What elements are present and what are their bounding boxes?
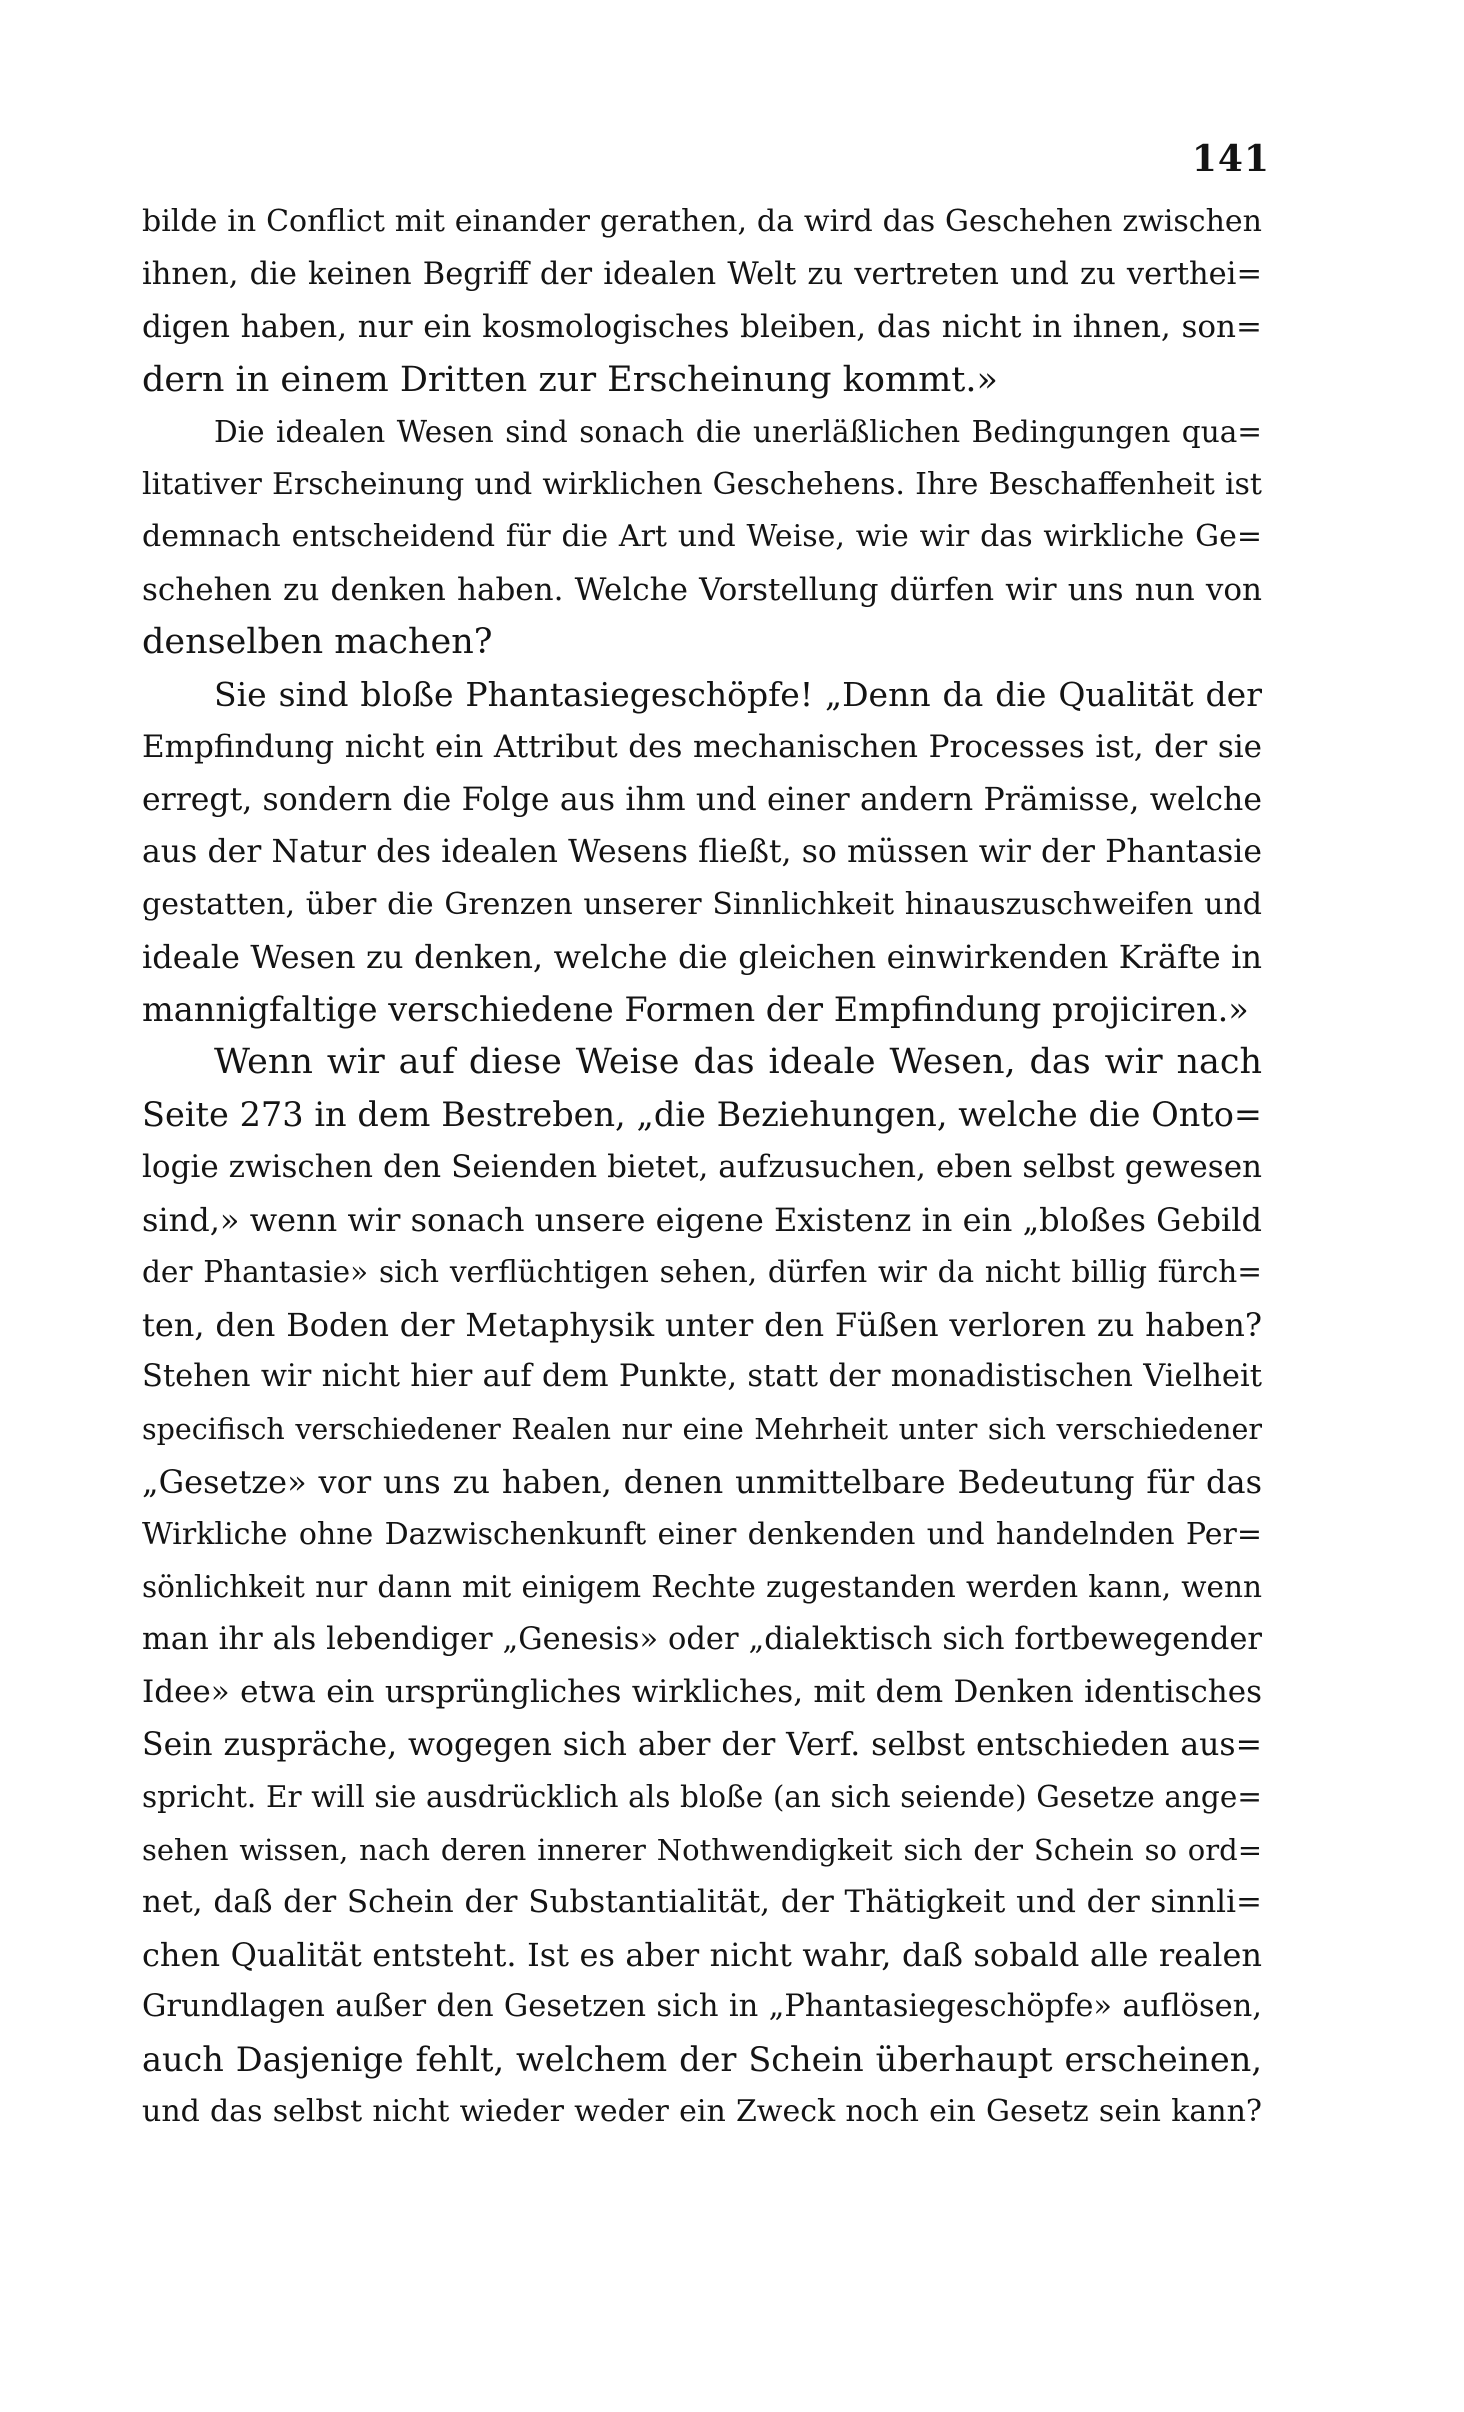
text-line: der Phantasie» sich verflüchtigen sehen, dürfen wir da nicht billig fürch= (142, 1255, 1262, 1289)
text-line: ideale Wesen zu denken, welche die gleichen einwirkenden Kräfte in (142, 938, 1262, 976)
text-line: bilde in Conflict mit einander gerathen, da wird das Geschehen zwischen (142, 204, 1262, 239)
text-line: man ihr als lebendiger „Genesis» oder „dialektisch sich fortbewegender (142, 1621, 1262, 1657)
text-line: digen haben, nur ein kosmologisches bleiben, das nicht in ihnen, son= (142, 309, 1262, 345)
text-line: specifisch verschiedener Realen nur eine Mehrheit unter sich verschiedener (142, 1412, 1262, 1446)
text-line: denselben machen? (142, 622, 493, 662)
text-line: sönlichkeit nur dann mit einigem Rechte zugestanden werden kann, wenn (142, 1570, 1262, 1604)
text-line: aus der Natur des idealen Wesens fließt, so müssen wir der Phantasie (142, 834, 1262, 870)
text-line: Sie sind bloße Phantasiegeschöpfe! „Denn da die Qualität der (214, 674, 1262, 714)
text-line: gestatten, über die Grenzen unserer Sinnlichkeit hinauszuschweifen und (142, 886, 1262, 922)
text-line: erregt, sondern die Folge aus ihm und einer andern Prämisse, welche (142, 781, 1262, 818)
text-line: sind,» wenn wir sonach unsere eigene Existenz in ein „bloßes Gebild (142, 1200, 1262, 1239)
text-line: spricht. Er will sie ausdrücklich als bloße (an sich seiende) Gesetze ange= (142, 1780, 1262, 1814)
text-line: ihnen, die keinen Begriff der idealen Welt zu vertreten und zu verthei= (142, 256, 1262, 292)
text-line: Empfindung nicht ein Attribut des mechanischen Processes ist, der sie (142, 729, 1262, 765)
text-line: mannigfaltige verschiedene Formen der Empfindung projiciren.» (142, 989, 1249, 1029)
text-line: dern in einem Dritten zur Erscheinung kommt.» (142, 359, 998, 400)
body-text (142, 196, 1262, 2139)
text-line: ten, den Boden der Metaphysik unter den Füßen verloren zu haben? (142, 1305, 1262, 1344)
text-line: Seite 273 in dem Bestreben, „die Beziehungen, welche die Onto= (142, 1094, 1262, 1134)
text-line: chen Qualität entsteht. Ist es aber nicht wahr, daß sobald alle realen (142, 1935, 1262, 1974)
text-line: Wirkliche ohne Dazwischenkunft einer denkenden und handelnden Per= (142, 1516, 1262, 1552)
text-line: und das selbst nicht wieder weder ein Zweck noch ein Gesetz sein kann? (142, 2094, 1262, 2129)
text-line: Sein zuspräche, wogegen sich aber der Verf. selbst entschieden aus= (142, 1726, 1262, 1763)
text-line: Die idealen Wesen sind sonach die unerläßlichen Bedingungen qua= (214, 415, 1262, 449)
text-line: demnach entscheidend für die Art und Weise, wie wir das wirkliche Ge= (142, 519, 1262, 554)
text-line: Wenn wir auf diese Weise das ideale Wesen, das wir nach (214, 1042, 1262, 1082)
text-line: logie zwischen den Seienden bietet, aufzusuchen, eben selbst gewesen (142, 1149, 1262, 1185)
text-line: Grundlagen außer den Gesetzen sich in „Phantasiegeschöpfe» auflösen, (142, 1989, 1262, 2024)
text-line: Stehen wir nicht hier auf dem Punkte, statt der monadistischen Vielheit (142, 1359, 1262, 1394)
text-line: net, daß der Schein der Substantialität, der Thätigkeit und der sinnli= (142, 1884, 1262, 1920)
text-line: litativer Erscheinung und wirklichen Geschehens. Ihre Beschaffenheit ist (142, 466, 1262, 502)
text-line: sehen wissen, nach deren innerer Nothwendigkeit sich der Schein so ord= (142, 1832, 1262, 1867)
text-line: auch Dasjenige fehlt, welchem der Schein überhaupt erscheinen, (142, 2039, 1262, 2079)
text-line: schehen zu denken haben. Welche Vorstellung dürfen wir uns nun von (142, 571, 1262, 608)
page-number: 141 (1191, 138, 1270, 180)
text-line: Idee» etwa ein ursprüngliches wirkliches, mit dem Denken identisches (142, 1674, 1262, 1710)
text-line: „Gesetze» vor uns zu haben, denen unmittelbare Bedeutung für das (142, 1463, 1262, 1501)
